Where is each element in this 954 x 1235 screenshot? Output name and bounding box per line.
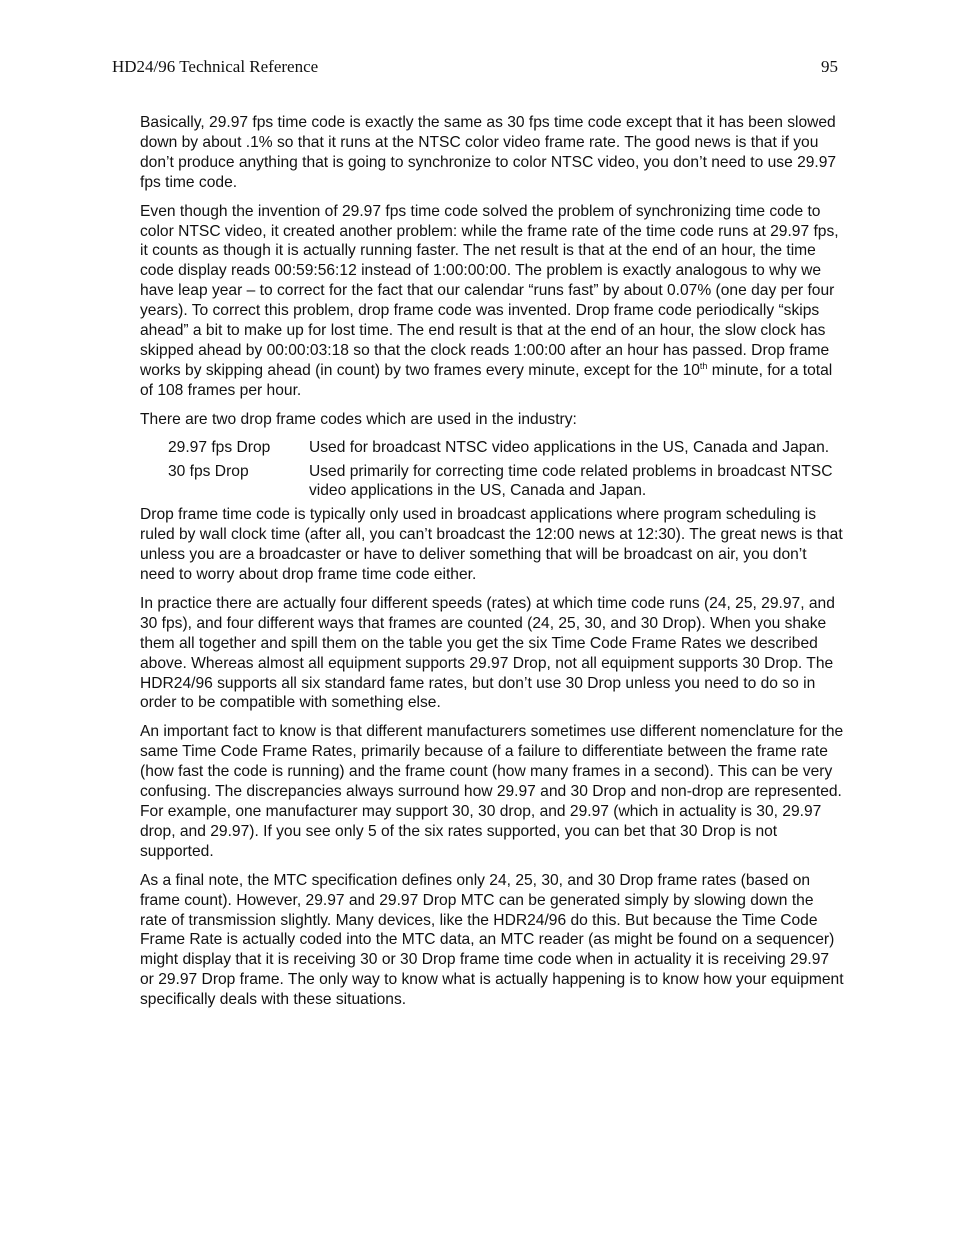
drop-codes-list <box>140 438 844 502</box>
drop-code-row <box>140 462 844 502</box>
page-number: 95 <box>821 57 838 76</box>
page-body <box>140 113 844 1019</box>
drop-code-term: 29.97 fps Drop <box>168 438 271 456</box>
paragraph-drop-frame-text-b: minute, for a total of 108 frames per hour. <box>140 361 833 399</box>
drop-code-row <box>140 438 844 458</box>
paragraph-drop-codes-intro: There are two drop frame codes which are used in the industry: <box>140 410 577 428</box>
drop-code-description: Used for broadcast NTSC video applications in the US, Canada and Japan. <box>309 438 830 456</box>
ordinal-suffix: th <box>699 360 708 371</box>
paragraph-drop-frame-text-a: Even though the invention of 29.97 fps time code solved the problem of synchronizing time code to color NTSC video, it created another problem: while the frame rate of the time code runs at 29.97 fps, it counts as though it is actually running faster. The net result is that at the end of an hour, the time code display reads 00:59:56:12 instead of 1:00:00:00. The problem is exactly analogous to why we have leap year – to correct for the fact that our calendar “runs fast” by about 0.07% (one day per four years). To correct this problem, drop frame code was invented. Drop frame code periodically “skips ahead” a bit to make up for lost time. The end result is that at the end of an hour, the slow clock has skipped ahead by 00:00:03:18 so that the clock reads 1:00:00 after an hour has passed. Drop frame works by skipping ahead (in count) by two frames every minute, except for the 10 <box>140 202 839 379</box>
paragraph-2997-basics: Basically, 29.97 fps time code is exactly the same as 30 fps time code except that it has been slowed down by about .1% so that it runs at the NTSC color video frame rate. The good news is that if you don’t produce anything that is going to synchronize to color NTSC video, you don’t need to use 29.97 fps time code. <box>140 114 837 191</box>
paragraph-speeds-and-counts: In practice there are actually four different speeds (rates) at which time code runs (24, 25, 29.97, and 30 fps), and four different ways that frames are counted (24, 25, 30, and 30 Drop). When you shake them all together and spill them on the table you get the six Time Code Frame Rates we described above. Whereas almost all equipment supports 29.97 Drop, not all equipment supports 30 Drop. The HDR24/96 supports all six standard fame rates, but don’t use 30 Drop unless you need to do so in order to be compatible with something else. <box>140 594 835 712</box>
paragraph-broadcast-usage: Drop frame time code is typically only used in broadcast applications where program scheduling is ruled by wall clock time (after all, you can’t broadcast the 12:00 news at 12:30). The great news is that unless you are a broadcaster or have to deliver something that will be broadcast on air, you don’t need to worry about drop frame time code either. <box>140 506 843 584</box>
paragraph-drop-frame-origin <box>140 202 844 401</box>
drop-code-description: Used primarily for correcting time code related problems in broadcast NTSC video applications in the US, Canada and Japan. <box>309 462 833 500</box>
document-title: HD24/96 Technical Reference <box>112 57 319 76</box>
drop-code-term: 30 fps Drop <box>168 462 249 480</box>
paragraph-nomenclature: An important fact to know is that different manufacturers sometimes use different nomenclature for the same Time Code Frame Rates, primarily because of a failure to differentiate between the frame rate (how fast the code is running) and the frame count (how many frames in a second). This can be very confusing. The discrepancies always surround how 29.97 and 30 Drop and non-drop are represented. For example, one manufacturer may support 30, 30 drop, and 29.97 (which in actuality is 30, 29.97 drop, and 29.97). If you see only 5 of the six rates supported, you can bet that 30 Drop is not supported. <box>140 723 844 860</box>
paragraph-mtc-note: As a final note, the MTC specification defines only 24, 25, 30, and 30 Drop frame rates (based on frame count). However, 29.97 and 29.97 Drop MTC can be generated simply by slowing down the rate of transmission slightly. Many devices, like the HDR24/96 do this. But because the Time Code Frame Rate is actually coded into the MTC data, an MTC reader (as might be found on a sequencer) might display that it is receiving 30 or 30 Drop frame time code when in actuality it is receiving 29.97 or 29.97 Drop frame. The only way to know what is actually happening is to know how your equipment specifically deals with these situations. <box>140 871 844 1009</box>
